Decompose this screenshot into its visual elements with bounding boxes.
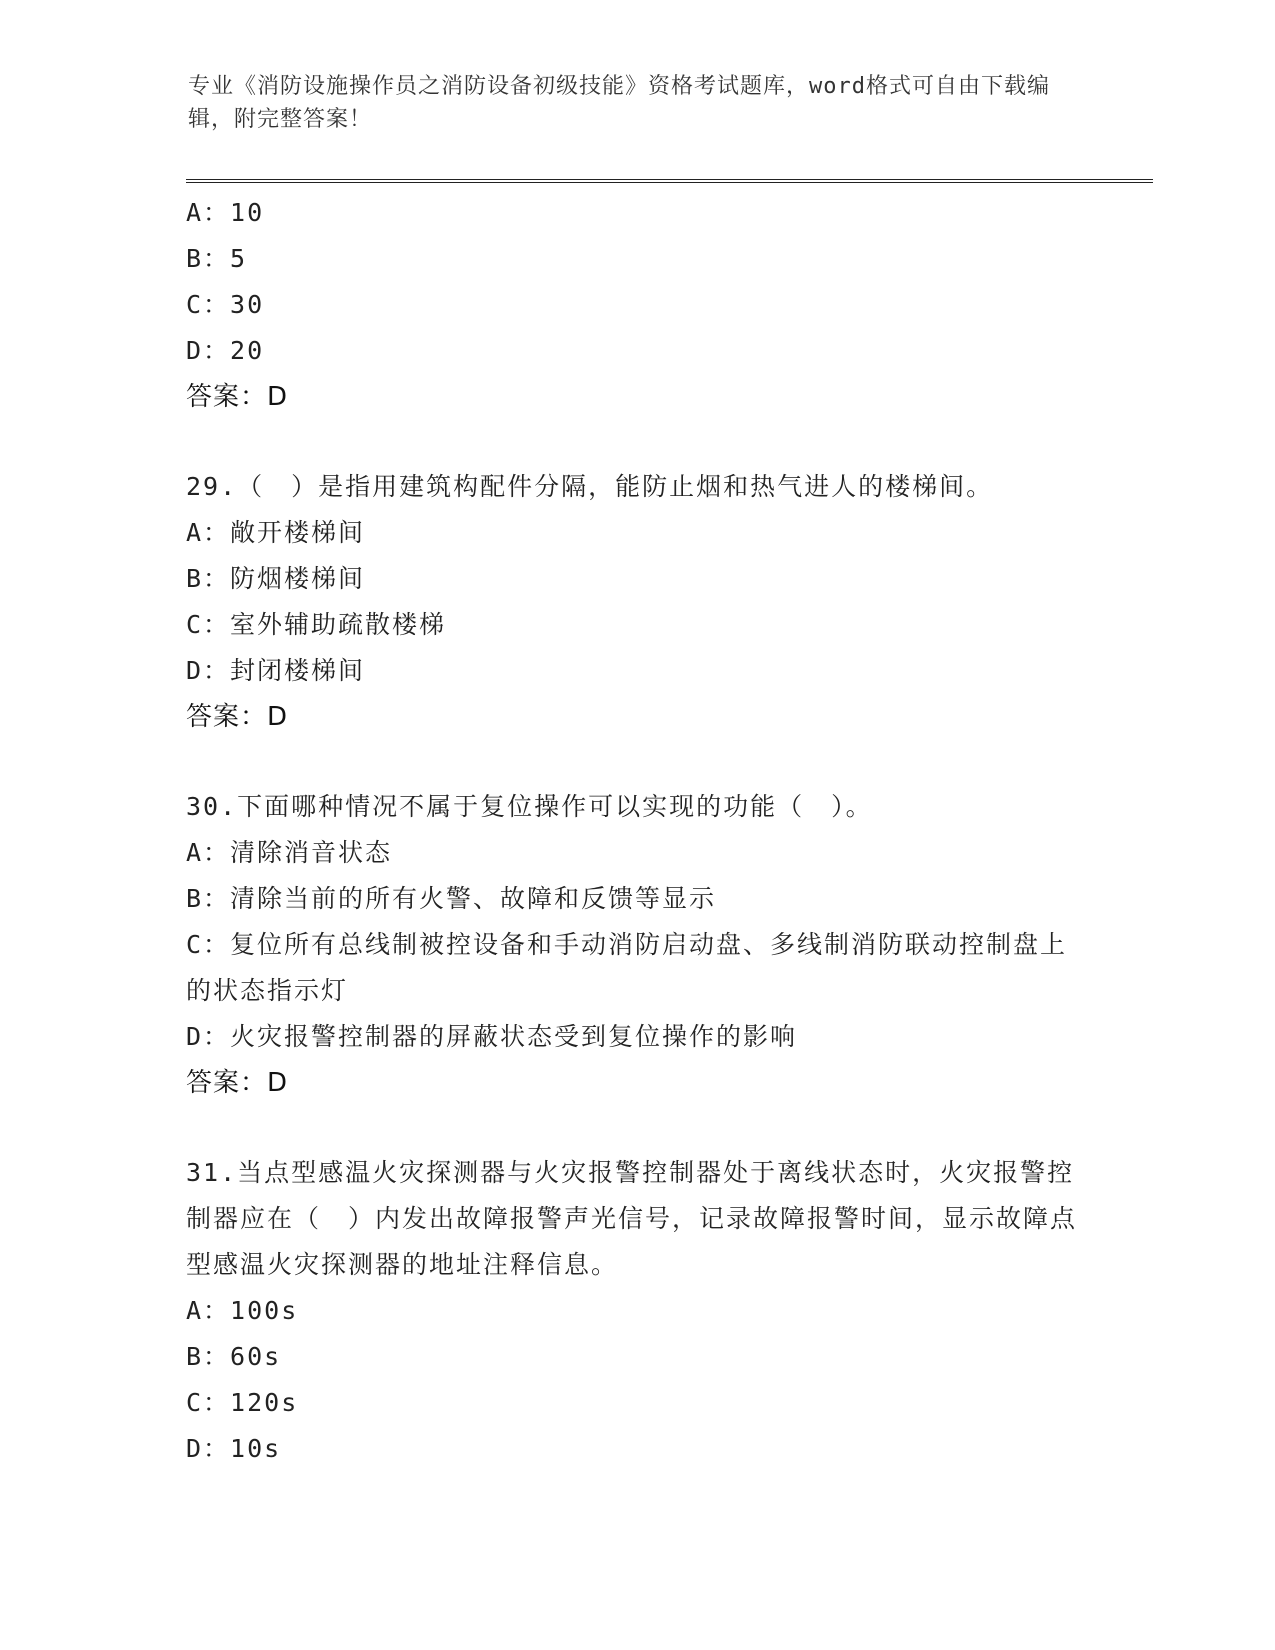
header-rule-top xyxy=(186,179,1153,180)
answer-line: 答案：D xyxy=(186,382,289,412)
option-a: A：敞开楼梯间 xyxy=(186,518,366,547)
option-d: D：火灾报警控制器的屏蔽状态受到复位操作的影响 xyxy=(186,1022,798,1051)
option-b: B：防烟楼梯间 xyxy=(186,564,366,593)
question-text: 30.下面哪种情况不属于复位操作可以实现的功能（ ）。 xyxy=(186,792,873,821)
question-block-30 xyxy=(186,784,1086,1106)
header-rule-bottom xyxy=(186,182,1153,183)
question-text: 29.（ ）是指用建筑构配件分隔，能防止烟和热气进人的楼梯间。 xyxy=(186,472,994,501)
question-block-29 xyxy=(186,464,1086,740)
option-a: A：清除消音状态 xyxy=(186,838,393,867)
option-d: D：20 xyxy=(186,336,265,365)
question-list xyxy=(186,190,1086,1472)
option-a: A：10 xyxy=(186,198,265,227)
block-gap xyxy=(186,1106,1086,1150)
question-block-28 xyxy=(186,190,1086,420)
answer-line: 答案：D xyxy=(186,702,289,732)
question-text: 31.当点型感温火灾探测器与火灾报警控制器处于离线状态时，火灾报警控制器应在（ ）内发出故障报警声光信号，记录故障报警时间，显示故障点型感温火灾探测器的地址注释信息。 xyxy=(186,1158,1078,1279)
option-c: C：30 xyxy=(186,290,265,319)
option-b: B：5 xyxy=(186,244,248,273)
block-gap xyxy=(186,740,1086,784)
option-c: C：室外辅助疏散楼梯 xyxy=(186,610,447,639)
option-a: A：100s xyxy=(186,1296,299,1325)
option-d: D：10s xyxy=(186,1434,282,1463)
block-gap xyxy=(186,420,1086,464)
option-c: C：复位所有总线制被控设备和手动消防启动盘、多线制消防联动控制盘上的状态指示灯 xyxy=(186,930,1068,1005)
question-block-31 xyxy=(186,1150,1086,1472)
answer-line: 答案：D xyxy=(186,1068,289,1098)
option-c: C：120s xyxy=(186,1388,299,1417)
document-header: 专业《消防设施操作员之消防设备初级技能》资格考试题库，word格式可自由下载编辑，附完整答案！ xyxy=(188,74,1050,132)
option-b: B：清除当前的所有火警、故障和反馈等显示 xyxy=(186,884,717,913)
option-d: D：封闭楼梯间 xyxy=(186,656,366,685)
option-b: B：60s xyxy=(186,1342,282,1371)
